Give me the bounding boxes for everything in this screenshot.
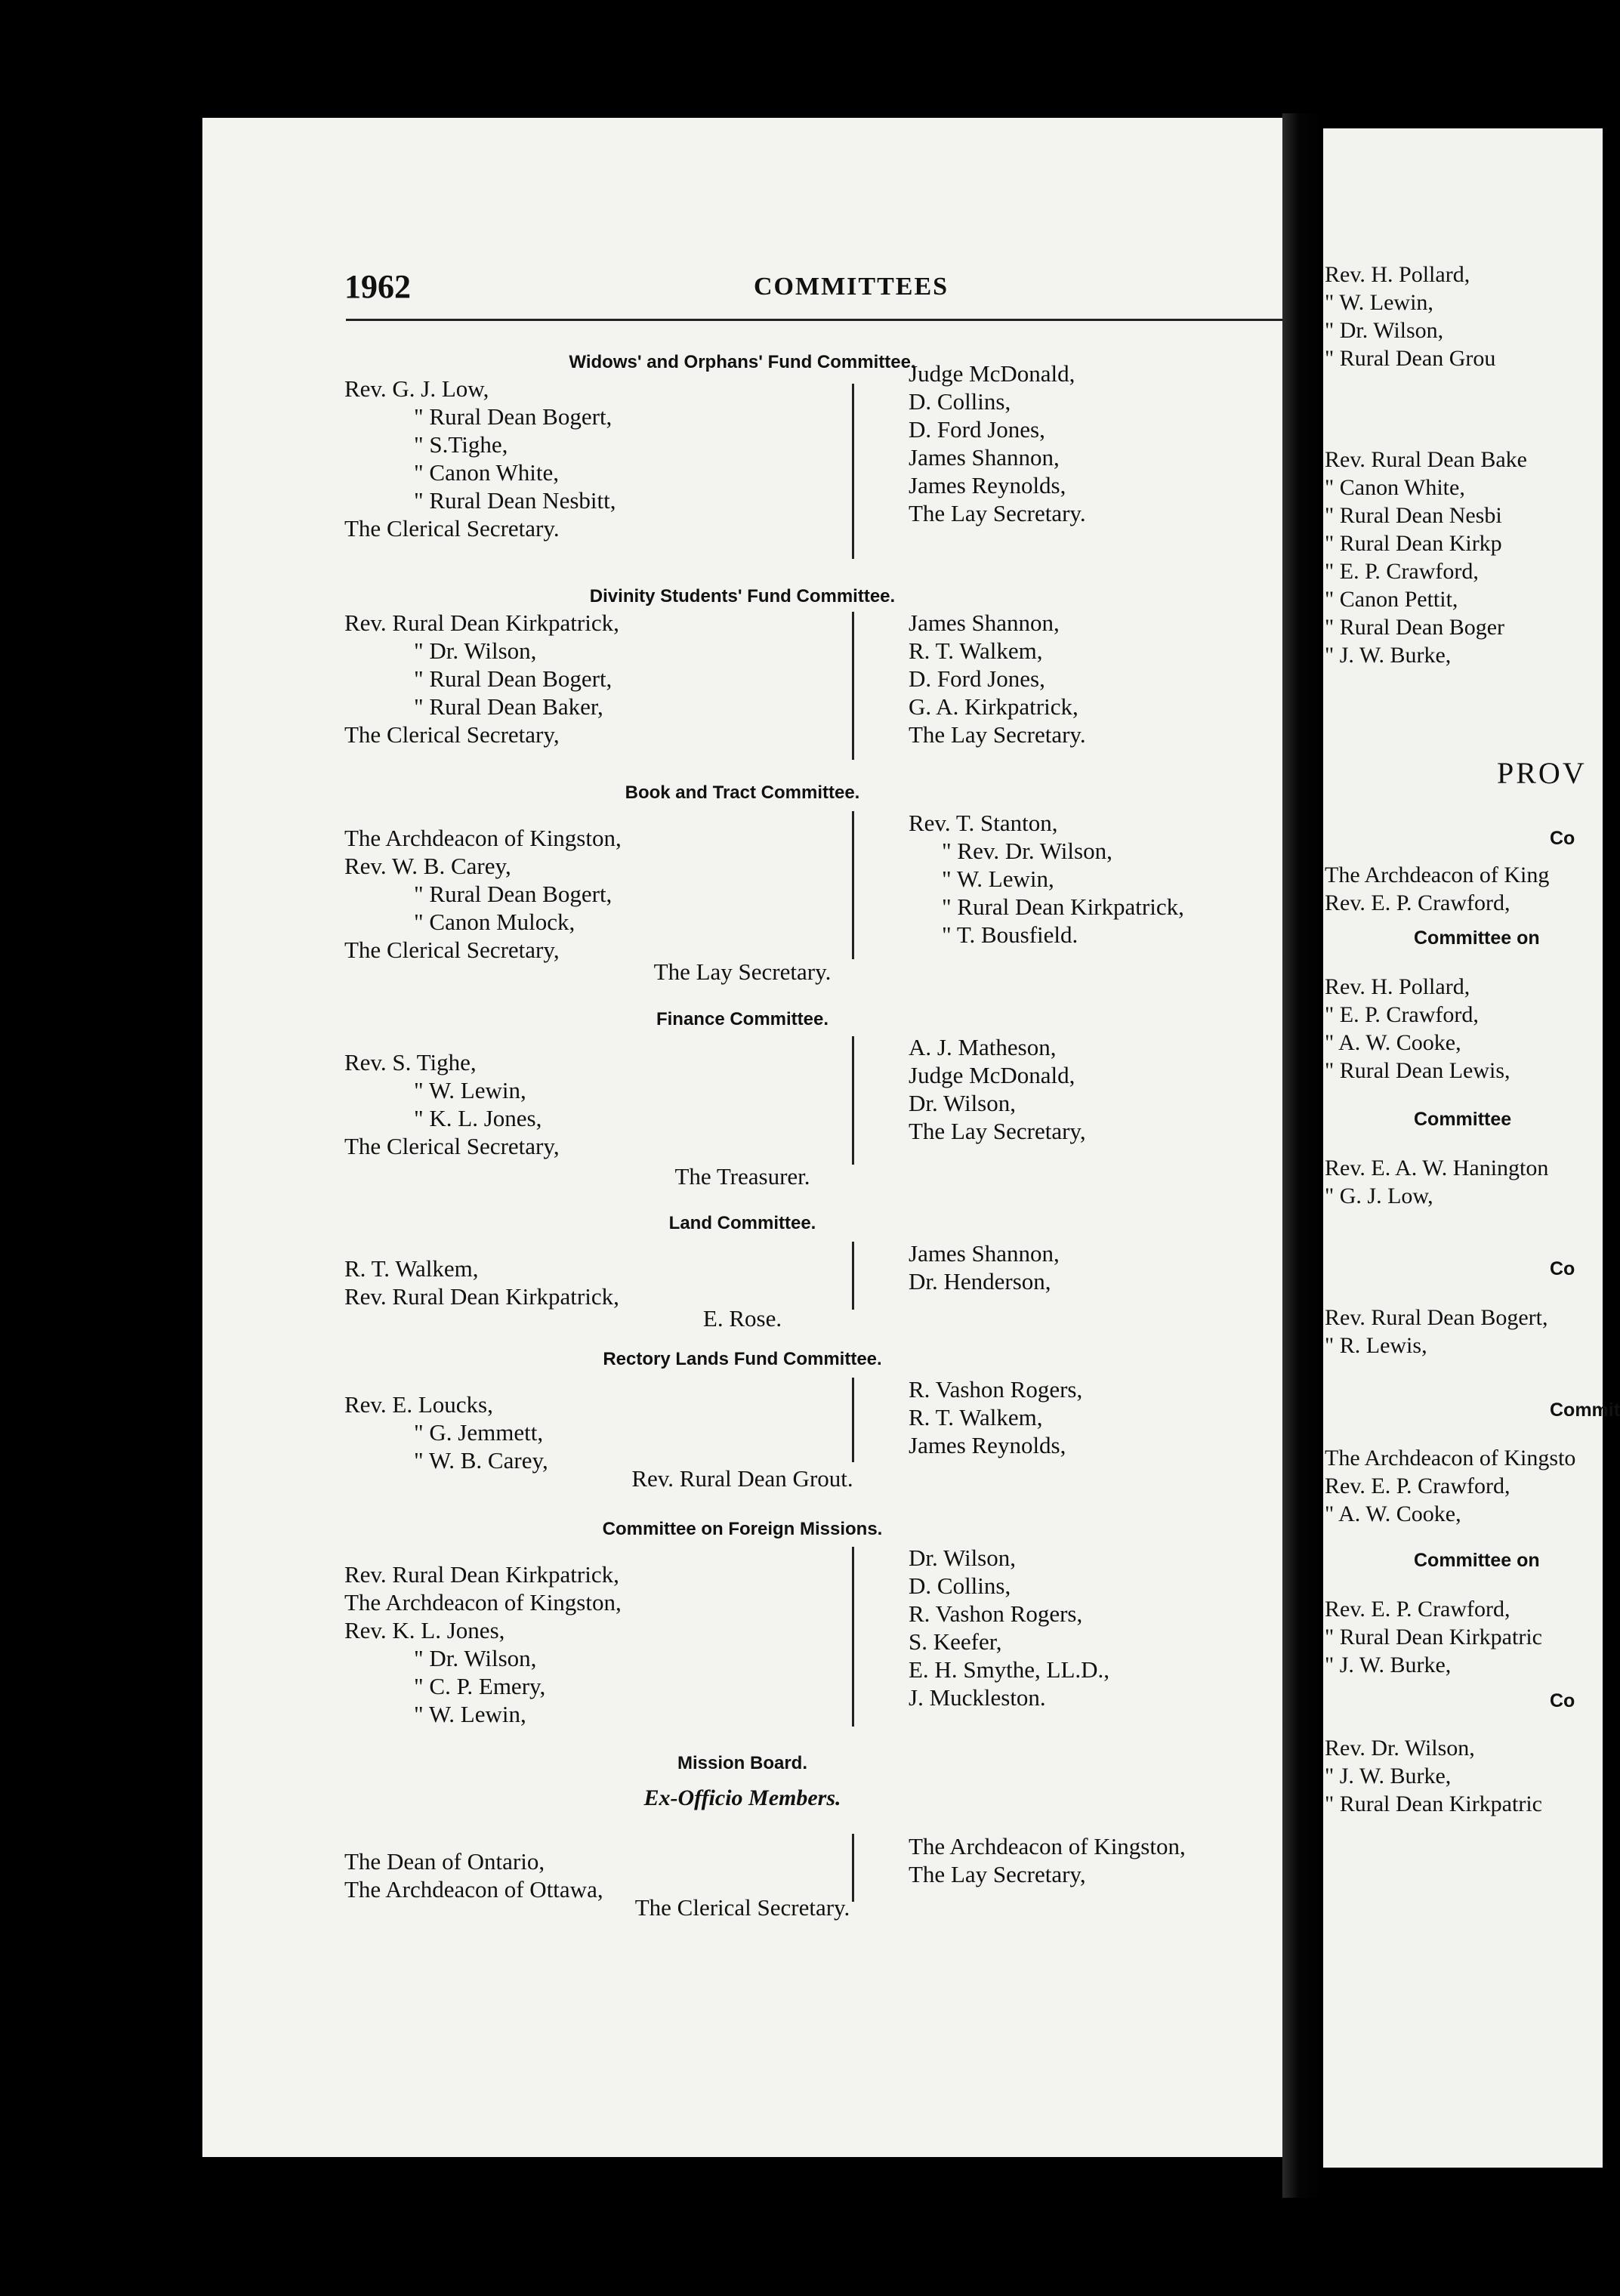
member-name: " Rural Dean Kirkpatrick, <box>942 893 1184 920</box>
column-divider <box>852 1547 854 1727</box>
facing-section-title: Co <box>1550 1258 1575 1279</box>
member-name: The Archdeacon of Kingston, <box>344 825 622 851</box>
member-name: " W. Lewin, <box>942 866 1054 892</box>
facing-section-title: Commit <box>1550 1400 1620 1421</box>
member-name: " J. W. Burke, <box>1325 1653 1452 1677</box>
member-name: G. A. Kirkpatrick, <box>909 693 1078 720</box>
column-divider <box>852 811 854 959</box>
page-number: 1962 <box>344 268 411 305</box>
member-name: R. T. Walkem, <box>344 1255 479 1282</box>
facing-member-list <box>1325 261 1495 372</box>
member-name: " Rural Dean Nesbitt, <box>414 487 616 514</box>
left-member-list <box>344 1254 619 1310</box>
facing-page <box>1323 128 1620 2168</box>
facing-member-list <box>1325 446 1527 669</box>
member-name: Rev. H. Pollard, <box>1325 262 1470 287</box>
member-name: Judge McDonald, <box>909 360 1075 387</box>
member-name: The Clerical Secretary, <box>344 721 560 748</box>
member-name: Rev. K. L. Jones, <box>344 1617 505 1643</box>
member-name: Rev. G. J. Low, <box>344 375 489 402</box>
member-name: The Lay Secretary. <box>909 500 1086 526</box>
member-name: " R. Lewis, <box>1325 1333 1427 1358</box>
section-footer: E. Rose. <box>702 1305 782 1332</box>
member-name: " J. W. Burke, <box>1325 643 1452 668</box>
member-name: " Canon White, <box>414 459 560 486</box>
member-name: D. Collins, <box>909 1572 1011 1599</box>
member-name: Dr. Henderson, <box>909 1268 1051 1295</box>
member-name: Rev. S. Tighe, <box>344 1049 477 1075</box>
section-footer: Rev. Rural Dean Grout. <box>631 1465 853 1492</box>
section-title: Widows' and Orphans' Fund Committee. <box>569 352 916 372</box>
right-member-list <box>909 609 1086 748</box>
facing-section-title: Committee on <box>1414 1550 1540 1571</box>
member-name: Rev. E. Loucks, <box>344 1391 493 1418</box>
member-name: The Lay Secretary, <box>909 1118 1086 1144</box>
member-name: D. Collins, <box>909 388 1011 415</box>
column-divider <box>852 1242 854 1310</box>
facing-member-list <box>1325 1595 1542 1679</box>
member-name: Rev. Rural Dean Bake <box>1325 447 1527 472</box>
member-name: The Lay Secretary. <box>909 721 1086 748</box>
member-name: James Reynolds, <box>909 1432 1066 1458</box>
member-name: " S.Tighe, <box>414 431 508 458</box>
member-name: " Rural Dean Boger <box>1325 615 1505 640</box>
facing-section-title: Co <box>1550 1690 1575 1711</box>
left-member-list <box>344 609 619 748</box>
right-member-list <box>909 1544 1109 1711</box>
member-name: " Rural Dean Lewis, <box>1325 1058 1510 1083</box>
member-name: Dr. Wilson, <box>909 1090 1016 1116</box>
section-title: Mission Board. <box>677 1753 808 1773</box>
member-name: Rev. Rural Dean Bogert, <box>1325 1305 1548 1330</box>
member-name: D. Ford Jones, <box>909 665 1045 692</box>
header-rule <box>346 319 1282 321</box>
member-name: Rev. H. Pollard, <box>1325 974 1470 999</box>
member-name: The Dean of Ontario, <box>344 1848 545 1875</box>
member-name: " Rural Dean Grou <box>1325 346 1496 371</box>
member-name: James Shannon, <box>909 1240 1060 1267</box>
member-name: " A. W. Cooke, <box>1325 1501 1461 1526</box>
section-title: Committee on Foreign Missions. <box>602 1519 883 1539</box>
member-name: " G. Jemmett, <box>414 1419 544 1446</box>
member-name: The Archdeacon of Kingston, <box>344 1589 622 1616</box>
member-name: " Rural Dean Kirkpatric <box>1325 1625 1542 1649</box>
member-name: E. H. Smythe, LL.D., <box>909 1656 1110 1683</box>
member-name: R. Vashon Rogers, <box>909 1600 1083 1627</box>
facing-section-title: Co <box>1550 828 1575 849</box>
member-name: " K. L. Jones, <box>414 1105 542 1131</box>
section-footer: The Treasurer. <box>674 1163 810 1190</box>
member-name: Rev. W. B. Carey, <box>344 853 511 879</box>
member-name: R. T. Walkem, <box>909 1404 1043 1430</box>
facing-section-title: Committee on <box>1414 927 1540 949</box>
member-name: The Clerical Secretary. <box>344 515 560 542</box>
member-name: A. J. Matheson, <box>909 1034 1057 1060</box>
member-name: James Reynolds, <box>909 472 1066 498</box>
column-divider <box>852 612 854 760</box>
left-member-list <box>344 375 616 542</box>
facing-member-list <box>1325 861 1549 917</box>
left-member-list <box>344 824 622 964</box>
member-name: Judge McDonald, <box>909 1062 1075 1088</box>
member-name: Rev. Dr. Wilson, <box>1325 1736 1475 1761</box>
member-name: Rev. T. Stanton, <box>909 810 1058 836</box>
right-member-list <box>909 1239 1060 1295</box>
member-name: Rev. Rural Dean Kirkpatrick, <box>344 1561 619 1588</box>
member-name: " A. W. Cooke, <box>1325 1030 1461 1055</box>
member-name: The Archdeacon of Kingston, <box>909 1833 1186 1859</box>
member-name: James Shannon, <box>909 444 1060 471</box>
member-name: " Rural Dean Baker, <box>414 693 603 720</box>
member-name: R. Vashon Rogers, <box>909 1376 1083 1403</box>
member-name: " Rural Dean Kirkpatric <box>1325 1791 1542 1816</box>
section-subtitle: Ex-Officio Members. <box>643 1785 841 1810</box>
member-name: Rev. E. P. Crawford, <box>1325 1474 1510 1498</box>
member-name: " T. Bousfield. <box>942 921 1078 948</box>
column-divider <box>852 1036 854 1165</box>
facing-member-list <box>1325 1444 1575 1528</box>
member-name: J. Muckleston. <box>909 1684 1046 1711</box>
member-name: The Archdeacon of Ottawa, <box>344 1876 603 1903</box>
facing-page-heading: PROV <box>1497 756 1587 790</box>
member-name: Rev. Rural Dean Kirkpatrick, <box>344 1283 619 1310</box>
member-name: S. Keefer, <box>909 1628 1002 1655</box>
member-name: " W. B. Carey, <box>414 1447 548 1474</box>
section-title: Land Committee. <box>668 1213 816 1233</box>
left-member-list <box>344 1048 560 1160</box>
section-title: Rectory Lands Fund Committee. <box>603 1349 882 1369</box>
member-name: " Dr. Wilson, <box>1325 318 1444 343</box>
member-name: " Rural Dean Nesbi <box>1325 503 1502 528</box>
right-member-list <box>909 360 1086 527</box>
member-name: Rev. Rural Dean Kirkpatrick, <box>344 609 619 636</box>
left-member-list <box>344 1390 548 1474</box>
member-name: The Clerical Secretary, <box>344 1133 560 1159</box>
section-footer: The Lay Secretary. <box>653 958 832 985</box>
member-name: " Rural Dean Bogert, <box>414 403 613 430</box>
right-member-list <box>909 809 1184 949</box>
section-title: Book and Tract Committee. <box>625 782 860 803</box>
member-name: Rev. E. A. W. Hanington <box>1325 1156 1549 1180</box>
facing-member-list <box>1325 1734 1542 1818</box>
member-name: Dr. Wilson, <box>909 1545 1016 1571</box>
member-name: " Canon Mulock, <box>414 909 575 935</box>
member-name: " Canon Pettit, <box>1325 587 1458 612</box>
member-name: " Dr. Wilson, <box>414 637 537 664</box>
member-name: " Canon White, <box>1325 475 1465 500</box>
member-name: The Archdeacon of King <box>1325 863 1550 887</box>
member-name: " J. W. Burke, <box>1325 1764 1452 1788</box>
member-name: " Rev. Dr. Wilson, <box>942 838 1112 864</box>
facing-section-title: Committee <box>1414 1109 1512 1130</box>
column-divider <box>852 1378 854 1462</box>
member-name: " W. Lewin, <box>1325 290 1433 315</box>
member-name: The Archdeacon of Kingsto <box>1325 1446 1576 1470</box>
facing-member-list <box>1325 1304 1547 1359</box>
section-title: Finance Committee. <box>656 1009 829 1029</box>
member-name: " E. P. Crawford, <box>1325 1002 1479 1027</box>
column-divider <box>852 1834 854 1902</box>
facing-member-list <box>1325 973 1510 1085</box>
member-name: " Rural Dean Kirkp <box>1325 531 1502 556</box>
member-name: The Clerical Secretary, <box>344 937 560 963</box>
member-name: " W. Lewin, <box>414 1701 526 1727</box>
member-name: " Rural Dean Bogert, <box>414 881 613 907</box>
member-name: " C. P. Emery, <box>414 1673 546 1699</box>
section-footer: The Clerical Secretary. <box>634 1894 850 1921</box>
running-head: COMMITTEES <box>754 273 949 301</box>
member-name: " Rural Dean Bogert, <box>414 665 613 692</box>
member-name: " W. Lewin, <box>414 1077 526 1103</box>
member-name: D. Ford Jones, <box>909 416 1045 443</box>
member-name: Rev. E. P. Crawford, <box>1325 890 1510 915</box>
member-name: " E. P. Crawford, <box>1325 559 1479 584</box>
facing-member-list <box>1325 1154 1548 1210</box>
column-divider <box>852 384 854 559</box>
member-name: R. T. Walkem, <box>909 637 1043 664</box>
section-title: Divinity Students' Fund Committee. <box>589 586 896 606</box>
member-name: Rev. E. P. Crawford, <box>1325 1597 1510 1622</box>
member-name: " G. J. Low, <box>1325 1183 1433 1208</box>
right-member-list <box>909 1832 1186 1888</box>
member-name: James Shannon, <box>909 609 1060 636</box>
right-member-list <box>909 1375 1082 1459</box>
left-page <box>202 118 1282 2157</box>
book-gutter <box>1282 113 1323 2198</box>
member-name: The Lay Secretary, <box>909 1861 1086 1887</box>
left-member-list <box>344 1560 622 1728</box>
member-name: " Dr. Wilson, <box>414 1645 537 1671</box>
right-member-list <box>909 1033 1086 1145</box>
